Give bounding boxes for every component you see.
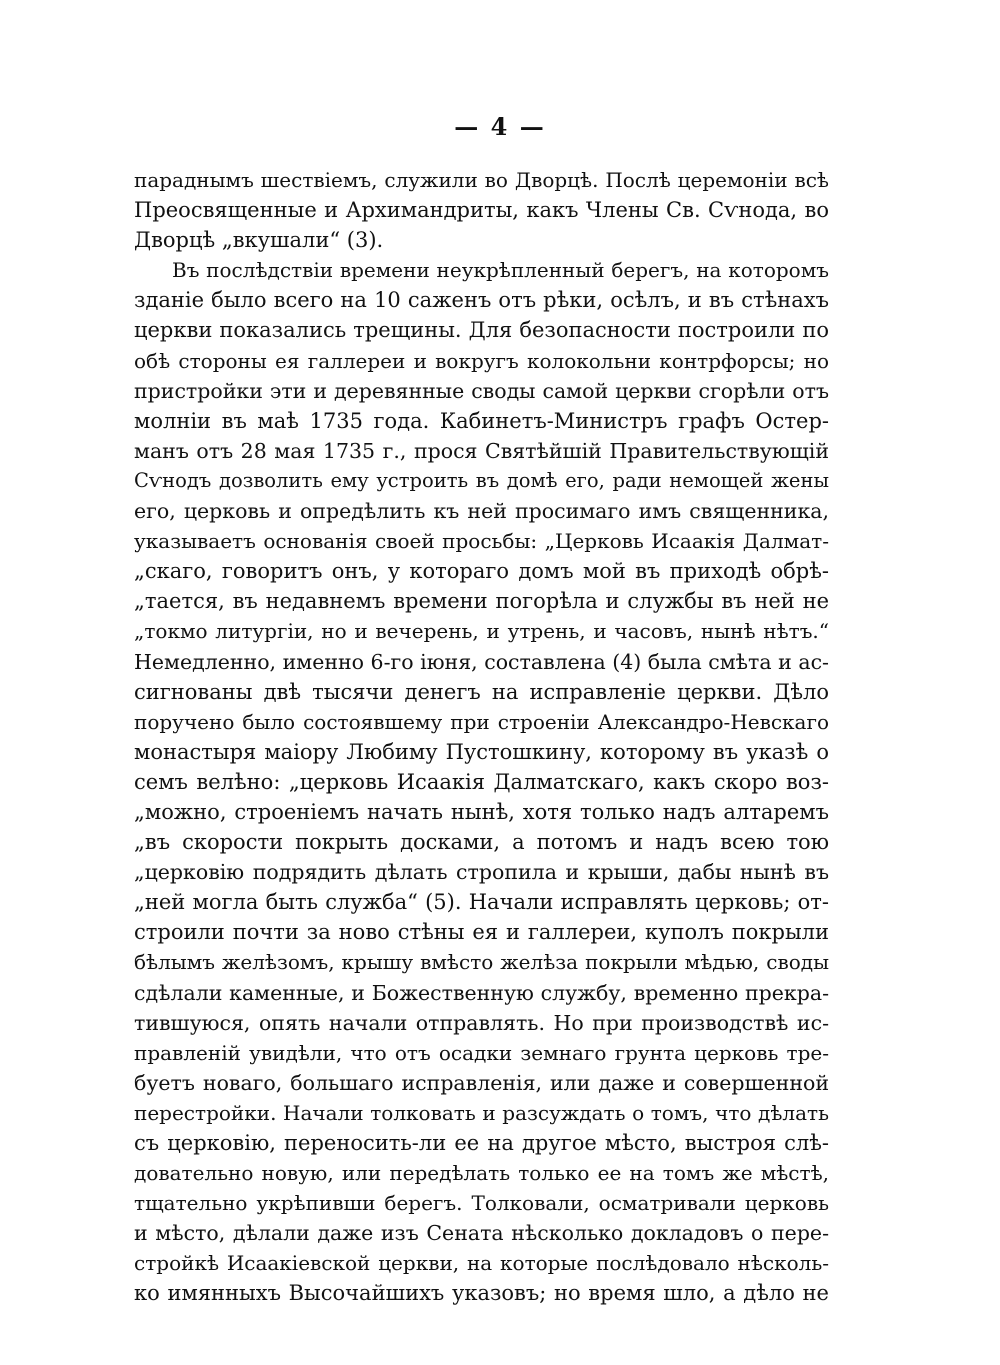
text-line: „церковію подрядить дѣлать стропила и крыши, дабы нынѣ въ: [134, 860, 829, 885]
text-line: сдѣлали каменные, и Божественную службу, временно прекра-: [134, 980, 829, 1005]
text-line: и мѣсто, дѣлали даже изъ Сената нѣсколько докладовъ о пере-: [134, 1221, 829, 1246]
text-line: указываетъ основанія своей просьбы: „Церковь Исаакія Далмат-: [134, 529, 829, 554]
text-line: поручено было состоявшему при строеніи Александро-Невскаго: [134, 709, 829, 734]
text-line: перестройки. Начали толковать и разсуждать о томъ, что дѣлать: [134, 1100, 829, 1125]
page-number: — 4 —: [454, 112, 546, 141]
text-line: Въ послѣдствіи времени неукрѣпленный берегъ, на которомъ: [172, 258, 829, 283]
text-line: Преосвященные и Архимандриты, какъ Члены Св. Сѵнода, во: [134, 198, 829, 223]
text-line: манъ отъ 28 мая 1735 г., прося Святѣйшій Правительствующій: [134, 438, 829, 463]
text-line: бѣлымъ желѣзомъ, крышу вмѣсто желѣза покрыли мѣдью, своды: [134, 950, 829, 975]
text-line: „скаго, говоритъ онъ, у котораго домъ мой въ приходѣ обрѣ-: [134, 559, 829, 584]
text-line: обѣ стороны ея галлереи и вокругъ колокольни контрфорсы; но: [134, 348, 829, 373]
text-line: съ церковію, переносить-ли ее на другое мѣсто, выстроя слѣ-: [134, 1131, 829, 1155]
text-line: стройкѣ Исаакіевской церкви, на которые послѣдовало нѣсколь-: [134, 1251, 829, 1276]
text-line: ко имянныхъ Высочайшихъ указовъ; но время шло, а дѣло не: [134, 1281, 829, 1306]
text-line: сигнованы двѣ тысячи денегъ на исправленіе церкви. Дѣло: [134, 679, 829, 704]
text-line: тщательно укрѣпивши берегъ. Толковали, осматривали церковь: [134, 1191, 829, 1216]
text-line: Немедленно, именно 6-го іюня, составлена (4) была смѣта и ас-: [134, 649, 829, 674]
text-line: молніи въ маѣ 1735 года. Кабинетъ-Министръ графъ Остер-: [134, 408, 829, 433]
text-line: довательно новую, или передѣлать только ее на томъ же мѣстѣ,: [134, 1161, 829, 1186]
text-line: строили почти за ново стѣны ея и галлереи, куполъ покрыли: [134, 920, 829, 945]
text-line: Сѵнодъ дозволить ему устроить въ домѣ его, ради немощей жены: [134, 468, 829, 492]
text-line: церкви показались трещины. Для безопасности построили по: [134, 318, 829, 343]
text-line: пристройки эти и деревянные своды самой церкви сгорѣли отъ: [134, 378, 829, 403]
text-line: параднымъ шествіемъ, служили во Дворцѣ. Послѣ церемоніи всѣ: [134, 168, 829, 192]
text-line: Дворцѣ „вкушали“ (3).: [134, 228, 384, 253]
text-line: правленій увидѣли, что отъ осадки земнаго грунта церковь тре-: [134, 1040, 829, 1065]
body-text: [134, 165, 829, 1309]
text-line: „въ скорости покрыть досками, а потомъ и надъ всею тою: [134, 830, 829, 855]
text-line: его, церковь и опредѣлить къ ней просимаго имъ священника,: [134, 499, 829, 524]
text-line: „тается, въ недавнемъ времени погорѣла и службы въ ней не: [134, 589, 829, 614]
text-line: зданіе было всего на 10 саженъ отъ рѣки, осѣлъ, и въ стѣнахъ: [134, 288, 829, 313]
text-line: „можно, строеніемъ начать нынѣ, хотя только надъ алтаремъ: [134, 799, 829, 824]
text-line: буетъ новаго, большаго исправленія, или даже и совершенной: [134, 1070, 829, 1095]
text-line: „ней могла быть служба“ (5). Начали исправлять церковь; от-: [134, 890, 829, 915]
text-line: семъ велѣно: „церковь Исаакія Далматскаго, какъ скоро воз-: [134, 769, 829, 794]
text-line: „токмо литургіи, но и вечерень, и утрень, и часовъ, нынѣ нѣтъ.“: [134, 619, 829, 644]
text-line: монастыря маіору Любиму Пустошкину, которому въ указѣ о: [134, 739, 829, 764]
text-line: тившуюся, опять начали отправлять. Но при производствѣ ис-: [134, 1010, 829, 1035]
